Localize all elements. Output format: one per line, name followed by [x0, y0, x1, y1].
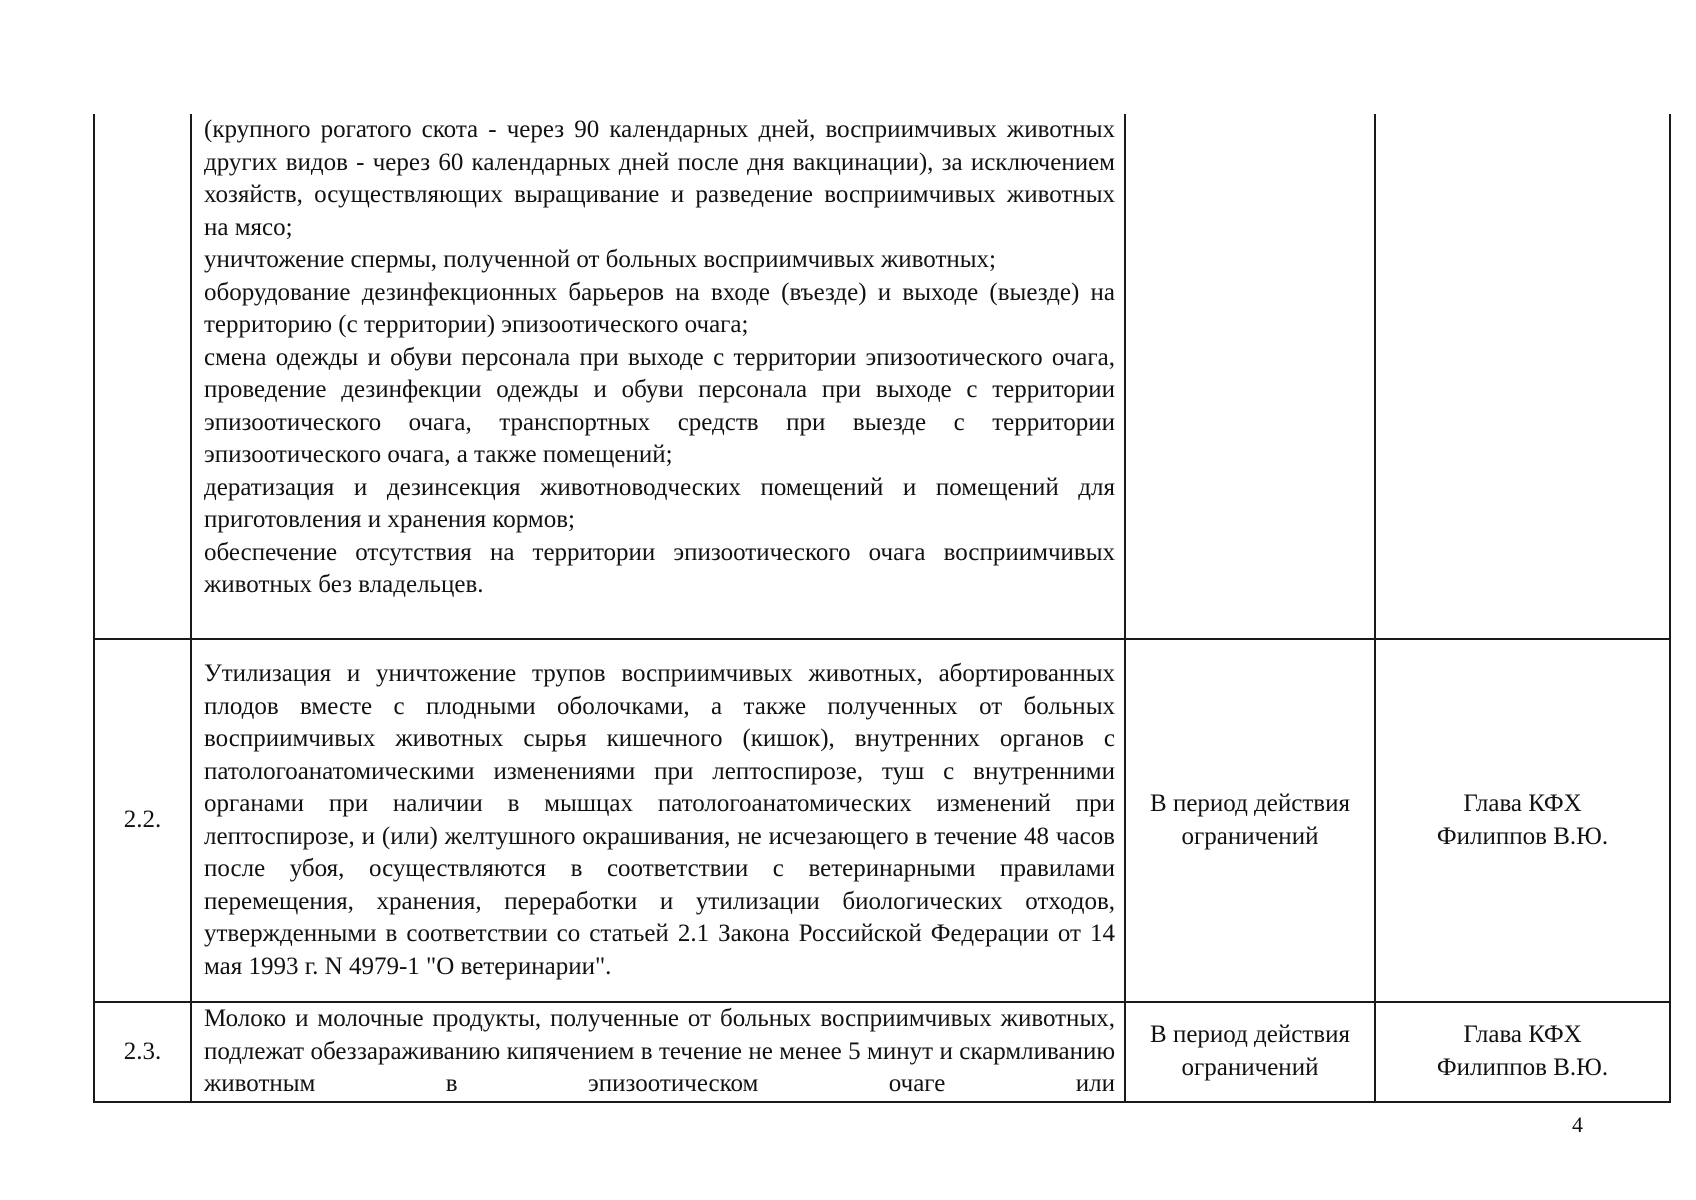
measures-table [93, 114, 1671, 1103]
term-line-2: ограничений [1181, 822, 1319, 850]
number-cell-empty [94, 114, 191, 639]
measure-paragraph: Молоко и молочные продукты, полученные от больных восприимчивых животных, подлежат обеззараживанию кипячением в течение не менее 5 минут и скармливанию животным в эпизоотическом очаге или [204, 1005, 1115, 1097]
measure-paragraph-1: (крупного рогатого скота - через 90 календарных дней, восприимчивых животных других видов - через 60 календарных дней после дня вакцинации), за исключением хозяйств, осуществляющих выращивание и разведение восприимчивых животных на мясо; [204, 116, 1115, 241]
responsible-line-2: Филиппов В.Ю. [1436, 822, 1609, 850]
measure-paragraph: Утилизация и уничтожение трупов восприимчивых животных, абортированных плодов вместе с плодными оболочками, а также полученных от больных восприимчивых животных сырья кишечного (кишок), внутренних органов с патологоанатомическими изменениями при лептоспирозе, туш с внутренними органами при наличии в мышцах патологоанатомических изменений при лептоспирозе, и (или) желтушного окрашивания, не исчезающего в течение 48 часов после убоя, осуществляются в соответствии с ветеринарными правилами перемещения, хранения, переработки и утилизации биологических отходов, утвержденными в соответствии со статьей 2.1 Закона Российской Федерации от 14 мая 1993 г. N 4979-1 "О ветеринарии". [204, 660, 1115, 980]
term-line-2: ограничений [1181, 1053, 1319, 1081]
measure-paragraph-6: обеспечение отсутствия на территории эпизоотического очага восприимчивых животных без владельцев. [204, 538, 1115, 598]
responsible-line-1: Глава КФХ [1463, 790, 1582, 817]
table-row-continuation [94, 114, 1670, 639]
page-number: 4 [1572, 1112, 1583, 1137]
measure-paragraph-4: смена одежды и обуви персонала при выходе с территории эпизоотического очага, проведение дезинфекции одежды и обуви персонала при выходе с территории эпизоотического очага, транспортных средств при выезде с территории эпизоотического очага, а также помещений; [204, 343, 1115, 468]
responsible-line-1: Глава КФХ [1463, 1021, 1582, 1049]
table-row [94, 639, 1670, 1002]
responsible-cell [1375, 639, 1670, 1002]
measure-paragraph-2: уничтожение спермы, полученной от больных восприимчивых животных; [204, 246, 996, 273]
responsible-cell [1375, 1002, 1670, 1102]
term-cell [1125, 1002, 1375, 1102]
measure-paragraph-3: оборудование дезинфекционных барьеров на входе (въезде) и выходе (выезде) на территорию (с территории) эпизоотического очага; [204, 278, 1115, 338]
measure-text-cell [191, 1002, 1125, 1102]
term-line-1: В период действия [1150, 790, 1350, 817]
responsible-cell-empty [1375, 114, 1670, 639]
measure-text-cell [191, 639, 1125, 1002]
measure-paragraph-5: дератизация и дезинсекция животноводческих помещений и помещений для приготовления и хранения кормов; [204, 473, 1115, 533]
term-line-1: В период действия [1150, 1021, 1350, 1049]
row-number: 2.3. [94, 1002, 191, 1102]
table-row [94, 1002, 1670, 1102]
responsible-line-2: Филиппов В.Ю. [1436, 1053, 1609, 1081]
row-number: 2.2. [94, 639, 191, 1002]
measure-text-cell [191, 114, 1125, 639]
term-cell [1125, 639, 1375, 1002]
term-cell-empty [1125, 114, 1375, 639]
